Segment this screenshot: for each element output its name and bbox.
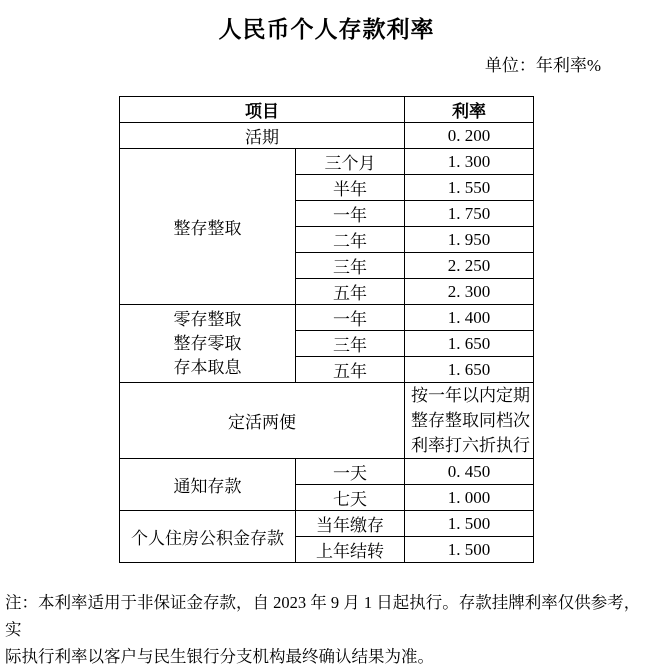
lump-sum-term-cell: 三年 <box>296 253 405 279</box>
footnote-line: 注：本利率适用于非保证金存款，自 2023 年 9 月 1 日起执行。存款挂牌利率仅供参考，实 <box>5 593 641 639</box>
demand-rate-cell: 0. 200 <box>405 123 534 149</box>
housing-fund-rate-cell: 1. 500 <box>405 537 534 563</box>
flexible-rate-line: 按一年以内定期 <box>411 386 530 405</box>
unit-label: 单位：年利率% <box>484 56 601 75</box>
deposit-rate-table <box>119 96 534 563</box>
demand-label-cell: 活期 <box>120 123 405 149</box>
installment-label-line: 整存零取 <box>173 333 242 353</box>
lump-sum-rate-cell: 1. 300 <box>405 149 534 175</box>
page-title: 人民币个人存款利率 <box>218 16 435 42</box>
installment-rate-cell: 1. 400 <box>405 305 534 331</box>
lump-sum-rate-cell: 2. 250 <box>405 253 534 279</box>
table-row <box>120 383 534 459</box>
notice-term-cell: 一天 <box>296 459 405 485</box>
table-header-row <box>120 97 534 123</box>
lump-sum-term-cell: 一年 <box>296 201 405 227</box>
housing-fund-rate-cell: 1. 500 <box>405 511 534 537</box>
notice-label-cell: 通知存款 <box>120 459 296 511</box>
flexible-rate-line: 整存整取同档次 <box>411 411 530 430</box>
housing-fund-term-cell: 上年结转 <box>296 537 405 563</box>
table-row <box>120 459 534 485</box>
installment-term-cell: 五年 <box>296 357 405 383</box>
header-rate-cell: 利率 <box>405 97 534 123</box>
lump-sum-rate-cell: 1. 950 <box>405 227 534 253</box>
table-row <box>120 123 534 149</box>
lump-sum-term-cell: 五年 <box>296 279 405 305</box>
table-row <box>120 511 534 537</box>
lump-sum-term-cell: 半年 <box>296 175 405 201</box>
table-row <box>120 149 534 175</box>
lump-sum-label-cell: 整存整取 <box>120 149 296 305</box>
notice-rate-cell: 1. 000 <box>405 485 534 511</box>
flexible-label-cell: 定活两便 <box>120 383 405 459</box>
installment-term-cell: 一年 <box>296 305 405 331</box>
installment-term-cell: 三年 <box>296 331 405 357</box>
lump-sum-term-cell: 二年 <box>296 227 405 253</box>
installment-label-cell <box>120 305 296 383</box>
header-item-cell: 项目 <box>120 97 405 123</box>
lump-sum-rate-cell: 1. 750 <box>405 201 534 227</box>
footnote-line: 际执行利率以客户与民生银行分支机构最终确认结果为准。 <box>5 647 434 666</box>
lump-sum-term-cell: 三个月 <box>296 149 405 175</box>
notice-term-cell: 七天 <box>296 485 405 511</box>
flexible-rate-line: 利率打六折执行 <box>411 436 530 455</box>
installment-label-line: 存本取息 <box>173 357 242 377</box>
housing-fund-term-cell: 当年缴存 <box>296 511 405 537</box>
notice-rate-cell: 0. 450 <box>405 459 534 485</box>
footnote <box>5 589 649 670</box>
lump-sum-rate-cell: 1. 550 <box>405 175 534 201</box>
installment-rate-cell: 1. 650 <box>405 331 534 357</box>
lump-sum-rate-cell: 2. 300 <box>405 279 534 305</box>
housing-fund-label-cell: 个人住房公积金存款 <box>120 511 296 563</box>
installment-rate-cell: 1. 650 <box>405 357 534 383</box>
flexible-rate-cell <box>405 383 534 459</box>
installment-label-line: 零存整取 <box>173 309 242 329</box>
table-row <box>120 305 534 331</box>
